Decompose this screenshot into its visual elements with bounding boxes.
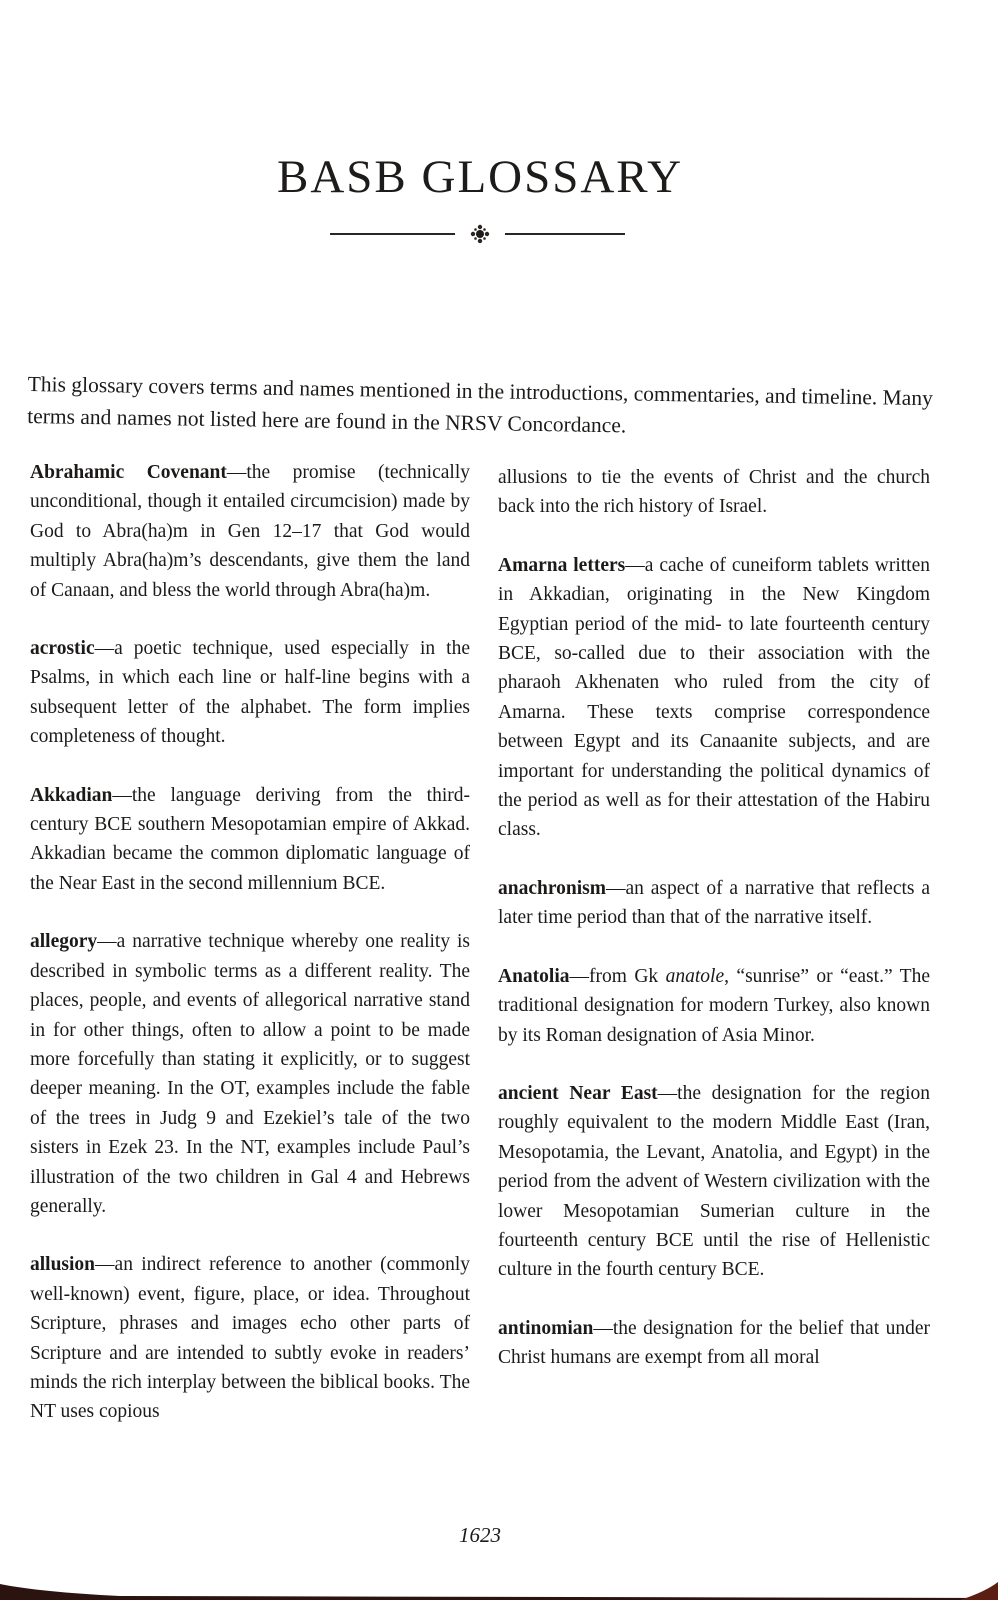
glossary-intro: This glossary covers terms and names mentioned in the introductions, commentaries, and timeline. Many terms and names not listed here are found in the NRSV Concordance. bbox=[27, 371, 934, 438]
fleuron-ornament-icon bbox=[466, 224, 494, 244]
entry-definition: a cache of cuneiform tablets written in Akkadian, originating in the New Kingdom Egyptian period of the mid- to late fourteenth century BCE, so-called due to their association with the pharaoh Akhenaten who ruled from the city of Amarna. These texts comprise correspondence between Egypt and its Canaanite subjects, and are important for understanding the political dynamics of the period as well as for their attestation of the Habiru class. bbox=[498, 554, 930, 841]
glossary-entry bbox=[30, 458, 470, 605]
page-title: BASB GLOSSARY bbox=[276, 151, 684, 203]
glossary-entry bbox=[498, 551, 930, 845]
em-dash: — bbox=[625, 554, 645, 576]
glossary-entry bbox=[498, 1079, 930, 1285]
em-dash: — bbox=[226, 462, 247, 483]
em-dash: — bbox=[112, 784, 132, 806]
entry-continuation: allusions to tie the events of Christ and the church back into the rich history of Israel. bbox=[498, 467, 930, 518]
definition-text: , “sunrise” or “east.” The traditional designation for modern Turkey, also known by its Roman designation of Asia Minor. bbox=[498, 965, 930, 1046]
entry-term: Anatolia bbox=[498, 965, 570, 987]
divider-rule-right bbox=[505, 233, 625, 235]
entry-definition: the language deriving from the third-century BCE southern Mesopotamian empire of Akkad. Akkadian became the common diplomatic language of the Near East in the second millennium BCE. bbox=[30, 784, 470, 894]
glossary-entry bbox=[498, 1314, 930, 1373]
em-dash: — bbox=[569, 965, 590, 987]
em-dash: — bbox=[95, 1254, 115, 1276]
entry-term: allusion bbox=[30, 1254, 96, 1276]
entry-term: acrostic bbox=[30, 638, 95, 660]
em-dash: — bbox=[94, 638, 115, 660]
entry-definition: the designation for the belief that under Christ humans are exempt from all moral bbox=[498, 1317, 930, 1369]
entry-definition: an indirect reference to another (commonly well-known) event, figure, place, or idea. Throughout Scripture, phrases and images echo other parts of Scripture and are intended to subtly evoke in readers’ minds the rich interplay between the biblical books. The NT uses copious bbox=[30, 1254, 470, 1423]
definition-text: from Gk bbox=[589, 965, 666, 987]
divider-rule-left bbox=[330, 233, 455, 235]
entry-definition: a narrative technique whereby one reality is described in symbolic terms as a different reality. The places, people, and events of allegorical narrative stand in for other things, often to allow a point to be made more forcefully than stating it explicitly, or to suggest deeper meaning. In the OT, examples include the fable of the trees in Judg 9 and Ezekiel’s tale of the two sisters in Ezek 23. In the NT, examples include Paul’s illustration of the two children in Gal 4 and Hebrews generally. bbox=[30, 931, 470, 1217]
entry-definition: a poetic technique, used especially in the Psalms, in which each line or half-line begins with a subsequent letter of the alphabet. The form implies completeness of thought. bbox=[30, 638, 470, 748]
entry-term: Abrahamic Covenant bbox=[30, 462, 227, 483]
em-dash: — bbox=[593, 1317, 613, 1339]
entry-definition: the designation for the region roughly equivalent to the modern Middle East (Iran, Mesopotamia, the Levant, Anatolia, and Egypt) in the period from the advent of Western civilization with the lower Mesopotamian Sumerian culture in the fourteenth century BCE until the rise of Hellenistic culture in the fourth century BCE. bbox=[498, 1082, 930, 1281]
title-ornament-divider bbox=[330, 224, 630, 244]
glossary-entry bbox=[30, 781, 470, 899]
glossary-entry bbox=[30, 634, 470, 752]
entry-term: Amarna letters bbox=[498, 554, 626, 576]
entry-definition: the promise (technically unconditional, though it entailed circumcision) made by God to Abra(ha)m in Gen 12–17 that God would multiply Abra(ha)m’s descendants, give them the land of Canaan, and bless the world through Abra(ha)m. bbox=[30, 462, 470, 601]
em-dash: — bbox=[97, 931, 117, 953]
greek-word: anatole bbox=[665, 965, 725, 987]
left-column bbox=[30, 458, 470, 1456]
page-number: 1623 bbox=[459, 1523, 501, 1547]
entry-term: ancient Near East bbox=[498, 1082, 658, 1104]
entry-term: antinomian bbox=[498, 1317, 594, 1339]
glossary-entry bbox=[30, 1250, 470, 1426]
em-dash: — bbox=[657, 1082, 678, 1104]
glossary-entry bbox=[498, 962, 930, 1050]
right-column bbox=[498, 463, 930, 1402]
entry-definition: an aspect of a narrative that reflects a later time period than that of the narrative itself. bbox=[498, 877, 930, 929]
glossary-entry bbox=[498, 874, 930, 933]
entry-term: anachronism bbox=[498, 877, 606, 899]
entry-term: Akkadian bbox=[30, 784, 113, 806]
entry-term: allegory bbox=[30, 931, 98, 953]
glossary-entry bbox=[30, 927, 470, 1221]
book-edge-shadow bbox=[0, 1582, 998, 1600]
em-dash: — bbox=[606, 877, 626, 899]
